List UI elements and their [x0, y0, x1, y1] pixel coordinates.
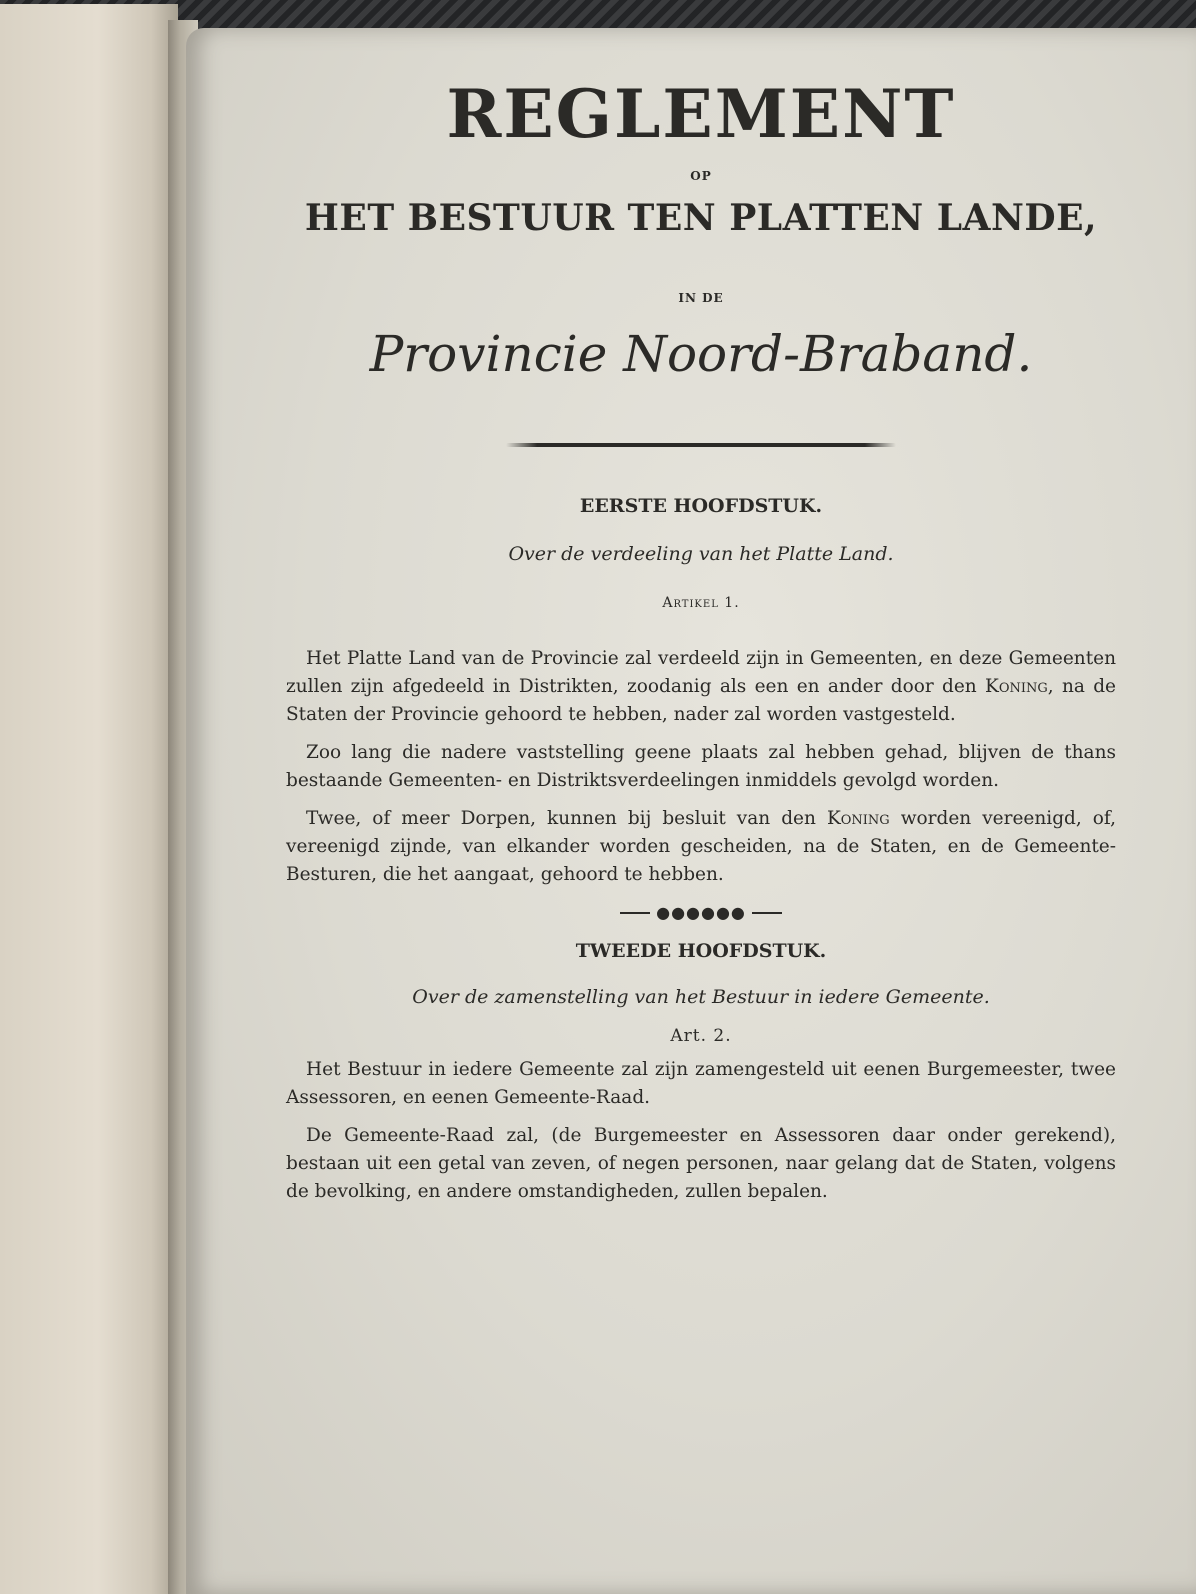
ornament-line — [752, 912, 782, 914]
paragraph-text: Het Platte Land van de Provincie zal verdeeld zijn in Gemeenten, en deze Gemeenten zullen zijn afgedeeld in Distrikten, zoodanig als een en ander door den — [286, 647, 1116, 697]
province-name: Provincie Noord-Braband. — [369, 324, 1033, 383]
article-1-heading: Artikel 1. — [662, 594, 740, 611]
article-1-paragraph — [286, 645, 1116, 729]
ornament-dots: ●●●●●● — [656, 902, 746, 922]
article-1-paragraph — [286, 805, 1116, 889]
ornament-line — [620, 912, 650, 914]
page-title: REGLEMENT — [446, 75, 956, 153]
chapter-2-subheading: Over de zamenstelling van het Bestuur in iedere Gemeente. — [412, 985, 990, 1008]
paragraph-text: , na de Staten der Provincie gehoord te hebben, nader zal worden vastgesteld. — [286, 675, 1116, 725]
article-2-heading: Art. 2. — [670, 1025, 732, 1046]
article-2-paragraph: Het Bestuur in iedere Gemeente zal zijn zamengesteld uit eenen Burgemeester, twee Assessoren, en eenen Gemeente-Raad. — [286, 1058, 1116, 1108]
connector-in-de: IN DE — [678, 290, 724, 305]
paragraph-text: Twee, of meer Dorpen, kunnen bij besluit van den — [306, 807, 827, 829]
paragraph-text: Koning — [826, 807, 890, 829]
page-content — [286, 75, 1116, 1206]
article-2-paragraph: De Gemeente-Raad zal, (de Burgemeester en Assessoren daar onder gerekend), bestaan uit een getal van zeven, of negen personen, naar gelang dat de Staten, volgens de bevolking, en andere omstandigheden, zullen bepalen. — [286, 1124, 1116, 1202]
left-page — [0, 4, 178, 1594]
section-ornament — [286, 903, 1116, 922]
right-page — [186, 28, 1196, 1594]
divider-rule — [506, 443, 896, 447]
paragraph-text: worden vereenigd, of, vereenigd zijnde, van elkander worden gescheiden, na de Staten, en de Gemeente-Besturen, die het aangaat, gehoord te hebben. — [286, 807, 1116, 885]
paragraph-text: Koning — [985, 675, 1048, 697]
chapter-1-heading: EERSTE HOOFDSTUK. — [579, 494, 823, 517]
article-1-paragraph: Zoo lang die nadere vaststelling geene plaats zal hebben gehad, blijven de thans bestaande Gemeenten- en Distriktsverdeelingen inmiddels gevolgd worden. — [286, 741, 1116, 791]
chapter-2-heading: TWEEDE HOOFDSTUK. — [575, 939, 827, 962]
connector-op: OP — [690, 168, 712, 183]
page-subtitle: HET BESTUUR TEN PLATTEN LANDE, — [304, 196, 1098, 239]
chapter-1-subheading: Over de verdeeling van het Platte Land. — [508, 542, 894, 565]
